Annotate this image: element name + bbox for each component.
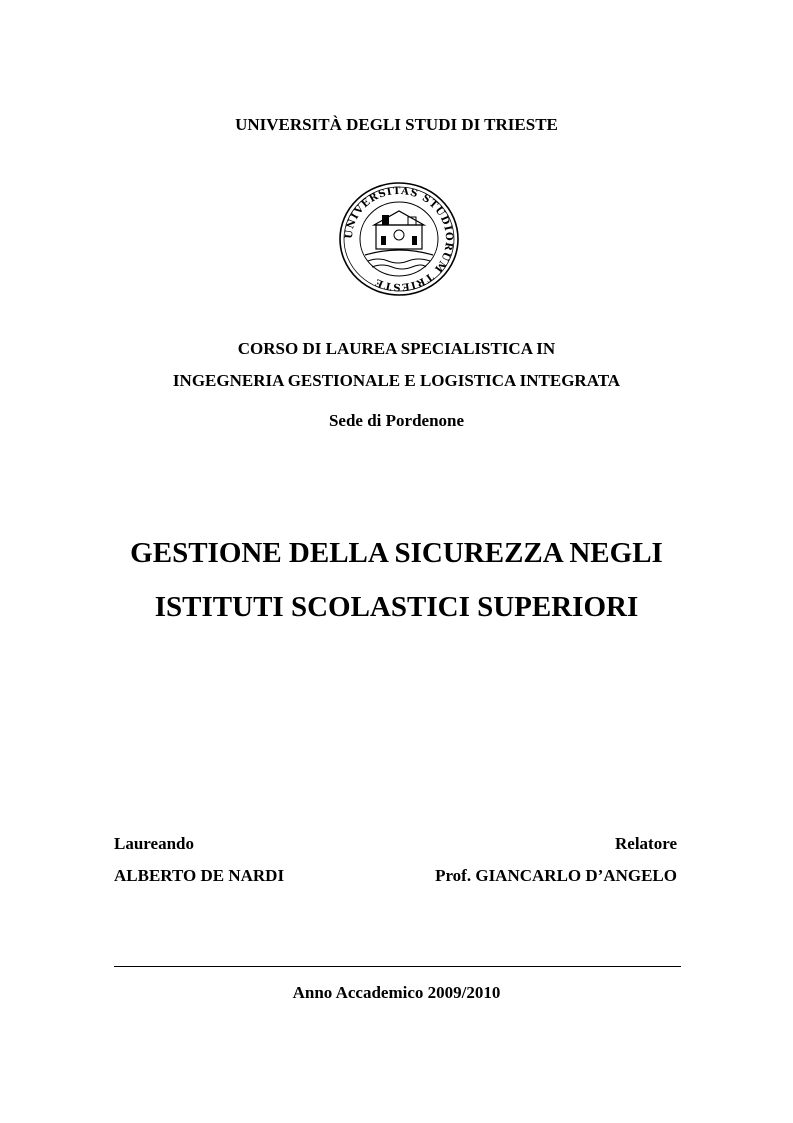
thesis-title-line-2: ISTITUTI SCOLASTICI SUPERIORI: [154, 591, 639, 623]
seal-text: UNIVERSITAS STUDIORUM TRIESTE: [343, 185, 455, 293]
thesis-title-line-1: GESTIONE DELLA SICUREZZA NEGLI: [130, 537, 663, 569]
university-seal-icon: [338, 181, 460, 297]
course-line-1: CORSO DI LAUREA SPECIALISTICA IN: [237, 339, 556, 358]
candidate-name: ALBERTO DE NARDI: [114, 866, 285, 885]
course-line-2: INGEGNERIA GESTIONALE E LOGISTICA INTEGRATA: [172, 371, 621, 390]
course-location: Sede di Pordenone: [328, 411, 465, 430]
footer-divider: [114, 966, 681, 967]
supervisor-name: Prof. GIANCARLO D’ANGELO: [435, 866, 677, 885]
supervisor-role-label: Relatore: [615, 834, 677, 853]
academic-year: Anno Accademico 2009/2010: [292, 983, 501, 1002]
candidate-role-label: Laureando: [114, 834, 194, 853]
university-name: UNIVERSITÀ DEGLI STUDI DI TRIESTE: [235, 115, 558, 134]
